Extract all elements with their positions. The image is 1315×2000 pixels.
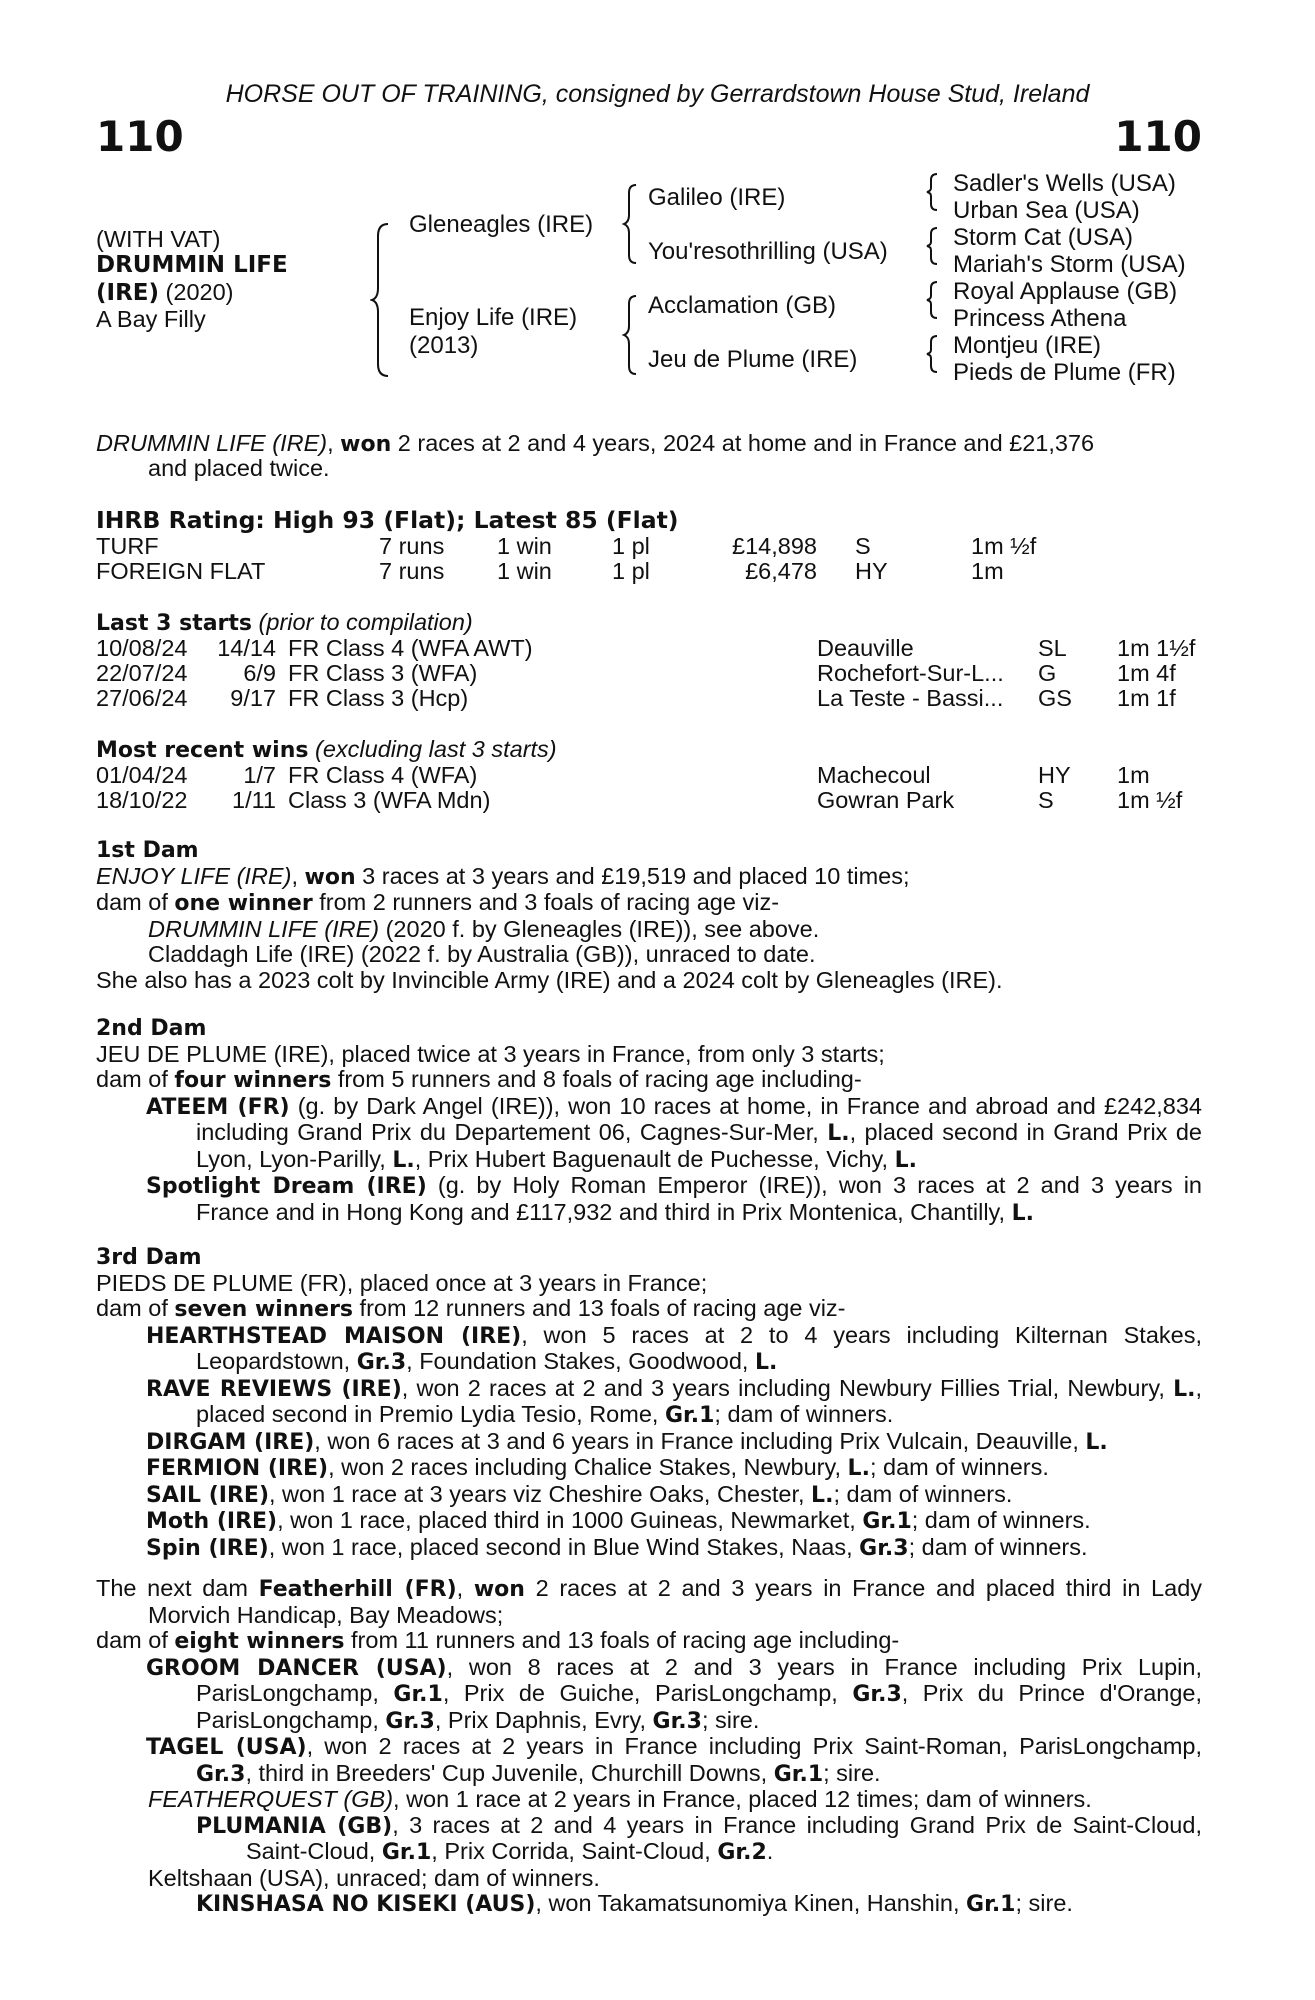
group-label: Gr.3 (356, 1350, 407, 1375)
progeny-name: Spotlight Dream (IRE) (146, 1174, 427, 1199)
pedigree-ggs-3: Storm Cat (USA) (953, 224, 1134, 251)
progeny-name: FEATHERQUEST (GB) (148, 1786, 394, 1812)
progeny-entry (96, 917, 1202, 943)
text: , won 2 races at 2 years in France including Prix Saint-Roman, ParisLongchamp, (306, 1733, 1203, 1759)
ihrb-prize: £6,478 (745, 558, 817, 584)
progeny-name: DRUMMIN LIFE (IRE) (148, 915, 380, 942)
second-dam-produce (96, 1067, 1202, 1094)
group-label: Gr.2 (717, 1840, 767, 1865)
progeny-name: SAIL (IRE) (146, 1482, 269, 1508)
progeny-entry (96, 1787, 1202, 1813)
third-dam-produce (96, 1296, 1202, 1323)
race-class: FR Class 3 (Hcp) (288, 685, 469, 711)
ihrb-placed: 1 pl (612, 533, 650, 559)
text: , won 2 races including Chalice Stakes, Newbury, (328, 1454, 848, 1480)
won-label: won (304, 864, 356, 890)
text: dam of (96, 1627, 175, 1653)
recent-wins-note: (excluding last 3 starts) (308, 736, 557, 762)
last3-note: (prior to compilation) (252, 609, 473, 635)
race-course: Machecoul (817, 762, 931, 788)
third-dam-line: PIEDS DE PLUME (FR), placed once at 3 years in France; (96, 1269, 708, 1296)
dam-brace (622, 294, 638, 376)
race-distance: 1m 1½f (1117, 635, 1196, 661)
text: , 3 races at 2 and 4 years in France including Grand Prix de Saint-Cloud, Saint-Cloud, (246, 1811, 1202, 1864)
text: dam of (96, 1295, 175, 1321)
listed-label: L. (827, 1121, 850, 1146)
group-label: Gr.3 (852, 1682, 902, 1707)
progeny-name: TAGEL (USA) (146, 1735, 307, 1760)
last3-title: Last 3 starts (96, 611, 253, 636)
listed-label: L. (1173, 1376, 1196, 1402)
text: dam of (96, 889, 175, 915)
pedigree-ggs-5: Royal Applause (GB) (953, 278, 1178, 305)
text: from 2 runners and 3 foals of racing age viz- (312, 889, 780, 915)
ihrb-placed: 1 pl (612, 558, 650, 584)
horse-name-suffix (96, 279, 233, 306)
race-position: 1/7 (243, 762, 276, 788)
progeny-entry (96, 1429, 1202, 1456)
listed-label: L. (1085, 1429, 1108, 1455)
text: , placed second in Grand Prix de Lyon, Lyon-Parilly, (196, 1119, 1202, 1172)
progeny-entry (96, 1376, 1202, 1429)
ihrb-prize: £14,898 (732, 533, 817, 559)
progeny-name: HEARTHSTEAD MAISON (IRE) (146, 1323, 522, 1349)
progeny-entry (96, 1455, 1202, 1482)
text: , won 6 races at 3 and 6 years in France including Prix Vulcain, Deauville, (314, 1427, 1086, 1454)
race-date: 22/07/24 (96, 660, 188, 686)
pedigree-gs-3: Acclamation (GB) (648, 292, 837, 319)
ihrb-runs: 7 runs (379, 533, 445, 559)
race-distance: 1m ½f (1117, 787, 1183, 813)
first-dam-produce (96, 890, 1202, 917)
text: , placed second in Premio Lydia Tesio, Rome, (196, 1374, 1202, 1427)
pedigree-ggs-4: Mariah's Storm (USA) (953, 251, 1186, 278)
summary-line-1: DRUMMIN LIFE (IRE), won 2 races at 2 and 4 years, 2024 at home and in France and £21,376 (96, 430, 1095, 457)
text: (g. by Holy Roman Emperor (IRE)), won 3 races at 2 and 3 years in France and in Hong Kong and £117,932 and third in Prix Montenica, Chantilly, (196, 1172, 1202, 1225)
group-label: Gr.1 (773, 1761, 824, 1787)
race-class: Class 3 (WFA Mdn) (288, 787, 491, 813)
text: , Prix de Guiche, ParisLongchamp, (442, 1680, 853, 1706)
progeny-entry (96, 1734, 1202, 1787)
next-dam-section (96, 1576, 1202, 1918)
ihrb-runs: 7 runs (379, 558, 445, 584)
ggs-brace-3 (925, 280, 939, 320)
first-dam-heading: 1st Dam (96, 838, 199, 863)
lot-number-left: 110 (96, 112, 184, 161)
next-dam-produce (96, 1628, 1202, 1655)
ihrb-going: HY (855, 558, 888, 584)
text: , won 1 race at 2 years in France, placed 12 times; dam of winners. (393, 1786, 1092, 1812)
pedigree-ggs-1: Sadler's Wells (USA) (953, 170, 1176, 197)
pedigree-ggs-7: Montjeu (IRE) (953, 332, 1102, 359)
race-distance: 1m (1117, 762, 1150, 788)
text: , Prix du Prince d'Orange, ParisLongchamp, (196, 1680, 1202, 1733)
progeny-entry (96, 1891, 1202, 1918)
pedigree-sire: Gleneagles (IRE) (409, 211, 594, 238)
race-position: 6/9 (243, 660, 276, 686)
progeny-entry (96, 1173, 1202, 1226)
pedigree-ggs-8: Pieds de Plume (FR) (953, 359, 1176, 386)
horse-country: (IRE) (96, 280, 160, 306)
ihrb-distance: 1m (971, 558, 1004, 584)
race-going: HY (1038, 762, 1071, 788)
summary-name: DRUMMIN LIFE (IRE) (96, 430, 328, 456)
vat-label: (WITH VAT) (96, 226, 221, 252)
text: from 11 runners and 13 foals of racing age including- (344, 1627, 900, 1653)
horse-year: (2020) (159, 279, 234, 305)
progeny-name: RAVE REVIEWS (IRE) (146, 1376, 402, 1402)
progeny-entry (96, 1508, 1202, 1535)
text: The next dam (96, 1575, 259, 1601)
ihrb-wins: 1 win (497, 558, 552, 584)
race-date: 18/10/22 (96, 787, 188, 813)
race-class: FR Class 3 (WFA) (288, 660, 478, 686)
listed-label: L. (894, 1147, 917, 1173)
consignor-header: HORSE OUT OF TRAINING, consigned by Gerrardstown House Stud, Ireland (225, 80, 1090, 108)
group-label: Gr.1 (393, 1682, 443, 1707)
text: (g. by Dark Angel (IRE)), won 10 races at home, in France and abroad and £242,834 including Grand Prix du Departement 06, Cagnes-Sur-Mer, (196, 1092, 1202, 1145)
progeny-name: KINSHASA NO KISEKI (AUS) (196, 1892, 536, 1917)
race-going: SL (1038, 635, 1067, 661)
race-course: Deauville (817, 635, 914, 661)
race-date: 10/08/24 (96, 635, 188, 661)
race-class: FR Class 4 (WFA) (288, 762, 478, 788)
ihrb-heading: IHRB Rating: High 93 (Flat); Latest 85 (Flat) (96, 506, 679, 534)
pedigree-dam-year: (2013) (409, 332, 479, 359)
winners-count: seven winners (174, 1297, 354, 1322)
horse-description: A Bay Filly (96, 306, 206, 332)
race-date: 27/06/24 (96, 685, 188, 711)
ihrb-going: S (855, 533, 871, 559)
listed-label: L. (754, 1350, 778, 1375)
race-position: 9/17 (230, 685, 276, 711)
text: ; dam of winners. (833, 1480, 1013, 1507)
progeny-entry (96, 1482, 1202, 1509)
ihrb-type: FOREIGN FLAT (96, 558, 266, 584)
pedigree-gs-4: Jeu de Plume (IRE) (648, 346, 858, 373)
pedigree-dam: Enjoy Life (IRE) (409, 304, 578, 331)
ggs-brace-4 (925, 334, 939, 374)
race-date: 01/04/24 (96, 762, 188, 788)
group-label: Gr.1 (862, 1509, 912, 1534)
summary-line-2: and placed twice. (148, 455, 330, 481)
second-dam-section (96, 1016, 1202, 1226)
progeny-entry: Claddagh Life (IRE) (2022 f. by Australia (GB)), unraced to date. (148, 941, 816, 967)
progeny-entry (96, 1094, 1202, 1174)
group-label: Gr.3 (385, 1708, 435, 1734)
text: , won 2 races at 2 and 3 years including Newbury Fillies Trial, Newbury, (401, 1374, 1174, 1401)
text: , won 1 race, placed second in Blue Wind Stakes, Naas, (268, 1533, 860, 1560)
progeny-name: Moth (IRE) (146, 1509, 278, 1534)
text: , third in Breeders' Cup Juvenile, Churchill Downs, (245, 1759, 774, 1786)
text: , won 8 races at 2 and 3 years in France including Prix Lupin, ParisLongchamp, (196, 1653, 1202, 1706)
race-going: GS (1038, 685, 1072, 711)
text: ; dam of winners. (714, 1401, 894, 1427)
winners-count: one winner (174, 891, 313, 916)
progeny-details: (2020 f. by Gleneagles (IRE)), see above. (379, 915, 820, 942)
group-label: Gr.3 (652, 1708, 702, 1734)
race-distance: 1m 1f (1117, 685, 1176, 711)
recent-wins-heading (96, 737, 557, 764)
progeny-name: DIRGAM (IRE) (146, 1429, 315, 1455)
group-label: Gr.3 (859, 1535, 909, 1561)
listed-label: L. (392, 1147, 415, 1173)
first-dam-name: ENJOY LIFE (IRE) (96, 862, 292, 889)
progeny-entry (96, 1813, 1202, 1866)
text: , Prix Hubert Baguenault de Puchesse, Vichy, (414, 1145, 895, 1172)
sire-brace (622, 183, 638, 265)
race-going: G (1038, 660, 1057, 686)
next-dam-line (96, 1576, 1202, 1628)
race-course: Gowran Park (817, 787, 955, 813)
first-dam-section (96, 838, 1202, 993)
group-label: Gr.3 (196, 1761, 246, 1787)
progeny-name: Spin (IRE) (146, 1535, 269, 1561)
next-dam-name: Featherhill (FR) (258, 1577, 457, 1602)
listed-label: L. (811, 1482, 834, 1508)
horse-name: DRUMMIN LIFE (96, 252, 288, 278)
text: dam of (96, 1066, 175, 1092)
last3-heading (96, 610, 473, 637)
won-label: won (473, 1577, 525, 1602)
first-dam-foals: She also has a 2023 colt by Invincible Army (IRE) and a 2024 colt by Gleneagles (IRE). (96, 966, 1003, 993)
group-label: Gr.1 (664, 1403, 715, 1428)
winners-count: eight winners (174, 1629, 345, 1654)
second-dam-heading: 2nd Dam (96, 1016, 207, 1041)
group-label: Gr.1 (381, 1840, 432, 1865)
text: ; sire. (701, 1706, 760, 1733)
pedigree-gs-2: You'resothrilling (USA) (648, 238, 888, 265)
text: , Foundation Stakes, Goodwood, (406, 1348, 755, 1374)
pedigree-ggs-6: Princess Athena (953, 305, 1127, 332)
text: , won 1 race, placed third in 1000 Guineas, Newmarket, (277, 1507, 863, 1533)
text: ; dam of winners. (911, 1507, 1091, 1533)
race-position: 14/14 (217, 635, 276, 661)
first-dam-record: 3 races at 3 years and £19,519 and placed 10 times; (355, 862, 910, 889)
race-position: 1/11 (232, 787, 276, 813)
winners-count: four winners (174, 1068, 332, 1093)
first-dam-line: ENJOY LIFE (IRE), won 3 races at 3 years and £19,519 and placed 10 times; (96, 862, 910, 890)
progeny-name: ATEEM (FR) (146, 1094, 290, 1120)
pedigree-ggs-2: Urban Sea (USA) (953, 197, 1140, 224)
text: , won Takamatsunomiya Kinen, Hanshin, (535, 1890, 967, 1916)
progeny-entry (96, 1535, 1202, 1562)
ggs-brace-2 (925, 226, 939, 266)
ggs-brace-1 (925, 172, 939, 212)
progeny-entry (96, 1655, 1202, 1735)
race-distance: 1m 4f (1117, 660, 1176, 686)
race-course: Rochefort-Sur-L... (817, 660, 1004, 686)
progeny-name: GROOM DANCER (USA) (146, 1655, 447, 1681)
progeny-name: FERMION (IRE) (146, 1456, 329, 1481)
third-dam-heading: 3rd Dam (96, 1245, 202, 1270)
group-label: Gr.1 (966, 1892, 1016, 1917)
ihrb-distance: 1m ½f (971, 533, 1037, 559)
text: . (766, 1838, 774, 1864)
lot-number-right: 110 (1114, 112, 1202, 161)
progeny-name: PLUMANIA (GB) (196, 1813, 393, 1839)
text: ; sire. (823, 1759, 881, 1786)
race-course: La Teste - Bassi... (817, 685, 1004, 711)
text: 2 races at 2 and 3 years in France and placed third in Lady Morvich Handicap, Bay Meadows; (148, 1575, 1203, 1628)
race-class: FR Class 4 (WFA AWT) (288, 635, 533, 661)
text: ; sire. (1015, 1890, 1073, 1916)
text: ; dam of winners. (869, 1454, 1049, 1480)
second-dam-line: JEU DE PLUME (IRE), placed twice at 3 years in France, from only 3 starts; (96, 1040, 885, 1067)
recent-wins-title: Most recent wins (96, 738, 309, 763)
progeny-entry (96, 1323, 1202, 1376)
text: ; dam of winners. (908, 1533, 1088, 1560)
summary-text: 2 races at 2 and 4 years, 2024 at home and in France and £21,376 (391, 430, 1095, 456)
race-going: S (1038, 787, 1054, 813)
text: , Prix Corrida, Saint-Cloud, (431, 1838, 718, 1864)
text: , won 5 races at 2 to 4 years including Kilternan Stakes, Leopardstown, (196, 1321, 1202, 1374)
pedigree-gs-1: Galileo (IRE) (648, 184, 786, 211)
summary-won: won (340, 432, 392, 457)
progeny-entry: Keltshaan (USA), unraced; dam of winners. (148, 1864, 600, 1891)
sire-dam-brace (370, 222, 390, 378)
text: , Prix Daphnis, Evry, (434, 1706, 653, 1733)
ihrb-wins: 1 win (497, 533, 552, 559)
text: from 5 runners and 8 foals of racing age including- (331, 1066, 862, 1092)
text: from 12 runners and 13 foals of racing age viz- (353, 1295, 846, 1321)
text: , (456, 1575, 474, 1601)
third-dam-section (96, 1245, 1202, 1561)
ihrb-type: TURF (96, 533, 159, 559)
listed-label: L. (1011, 1200, 1034, 1226)
listed-label: L. (847, 1456, 870, 1481)
text: , won 1 race at 3 years viz Cheshire Oaks, Chester, (269, 1480, 812, 1507)
